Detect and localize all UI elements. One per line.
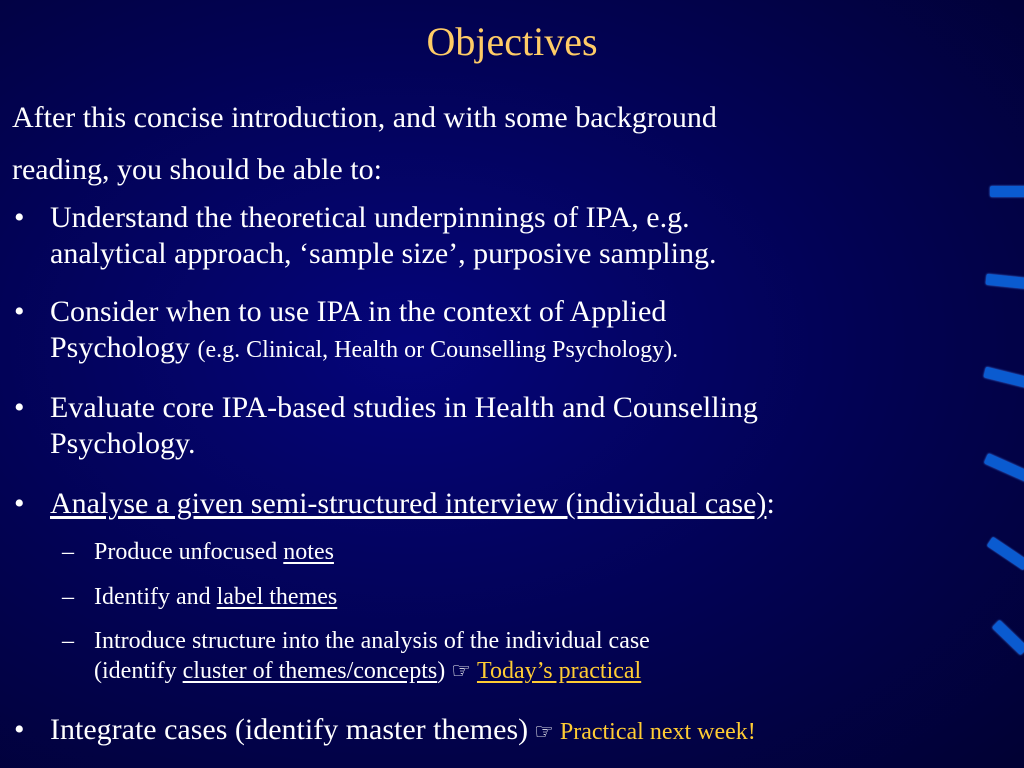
label-themes-link[interactable]: label themes xyxy=(216,584,338,610)
pointing-hand-icon: ☞ xyxy=(534,719,554,744)
intro-text xyxy=(12,92,1002,196)
sub-bullet-text: Produce unfocused xyxy=(94,539,284,565)
bullet-link[interactable]: Analyse a given semi-structured interview (individual case) xyxy=(50,487,767,520)
sub-bullet-suffix: ) xyxy=(437,658,446,684)
bullet-note: (e.g. Clinical, Health or Counselling Psychology). xyxy=(197,337,679,363)
notes-link[interactable]: notes xyxy=(283,539,334,565)
bullet-text: Psychology xyxy=(50,331,191,364)
intro-line-2: reading, you should be able to: xyxy=(12,153,382,186)
dash-marker: – xyxy=(62,584,74,610)
bullet-line: analytical approach, ‘sample size’, purposive sampling. xyxy=(50,237,717,270)
bullet-text: Integrate cases (identify master themes) xyxy=(50,713,529,746)
bullet-line: Psychology. xyxy=(50,427,196,460)
pointing-hand-icon: ☞ xyxy=(451,658,471,683)
dash-marker: – xyxy=(62,539,74,565)
todays-practical-link[interactable]: Today’s practical xyxy=(476,658,642,684)
practical-next-week-text: Practical next week! xyxy=(559,719,756,745)
bullet-line: Evaluate core IPA-based studies in Health and Counselling xyxy=(50,391,758,424)
bullet-line xyxy=(50,330,1014,368)
sub-bullet-text: Introduce structure into the analysis of the individual case xyxy=(94,628,650,654)
cluster-link[interactable]: cluster of themes/concepts xyxy=(182,658,438,684)
dash-marker: – xyxy=(62,628,74,654)
sub-bullet-text: Identify and xyxy=(94,584,217,610)
intro-line-1: After this concise introduction, and with some background xyxy=(12,101,717,134)
bullet-marker: • xyxy=(14,201,25,234)
decorative-stripe xyxy=(986,274,1024,290)
bullet-marker: • xyxy=(14,295,25,328)
bullet-marker: • xyxy=(14,713,25,746)
slide-title: Objectives xyxy=(426,19,598,64)
bullet-marker: • xyxy=(14,487,25,520)
decorative-stripe xyxy=(983,367,1024,389)
bullet-line: Consider when to use IPA in the context of Applied xyxy=(50,295,667,328)
bullet-suffix: : xyxy=(766,487,775,520)
sub-bullet-text xyxy=(94,656,1012,686)
bullet-line: Understand the theoretical underpinnings of IPA, e.g. xyxy=(50,201,690,234)
sub-bullet-prefix: (identify xyxy=(94,658,183,684)
bullet-marker: • xyxy=(14,391,25,424)
